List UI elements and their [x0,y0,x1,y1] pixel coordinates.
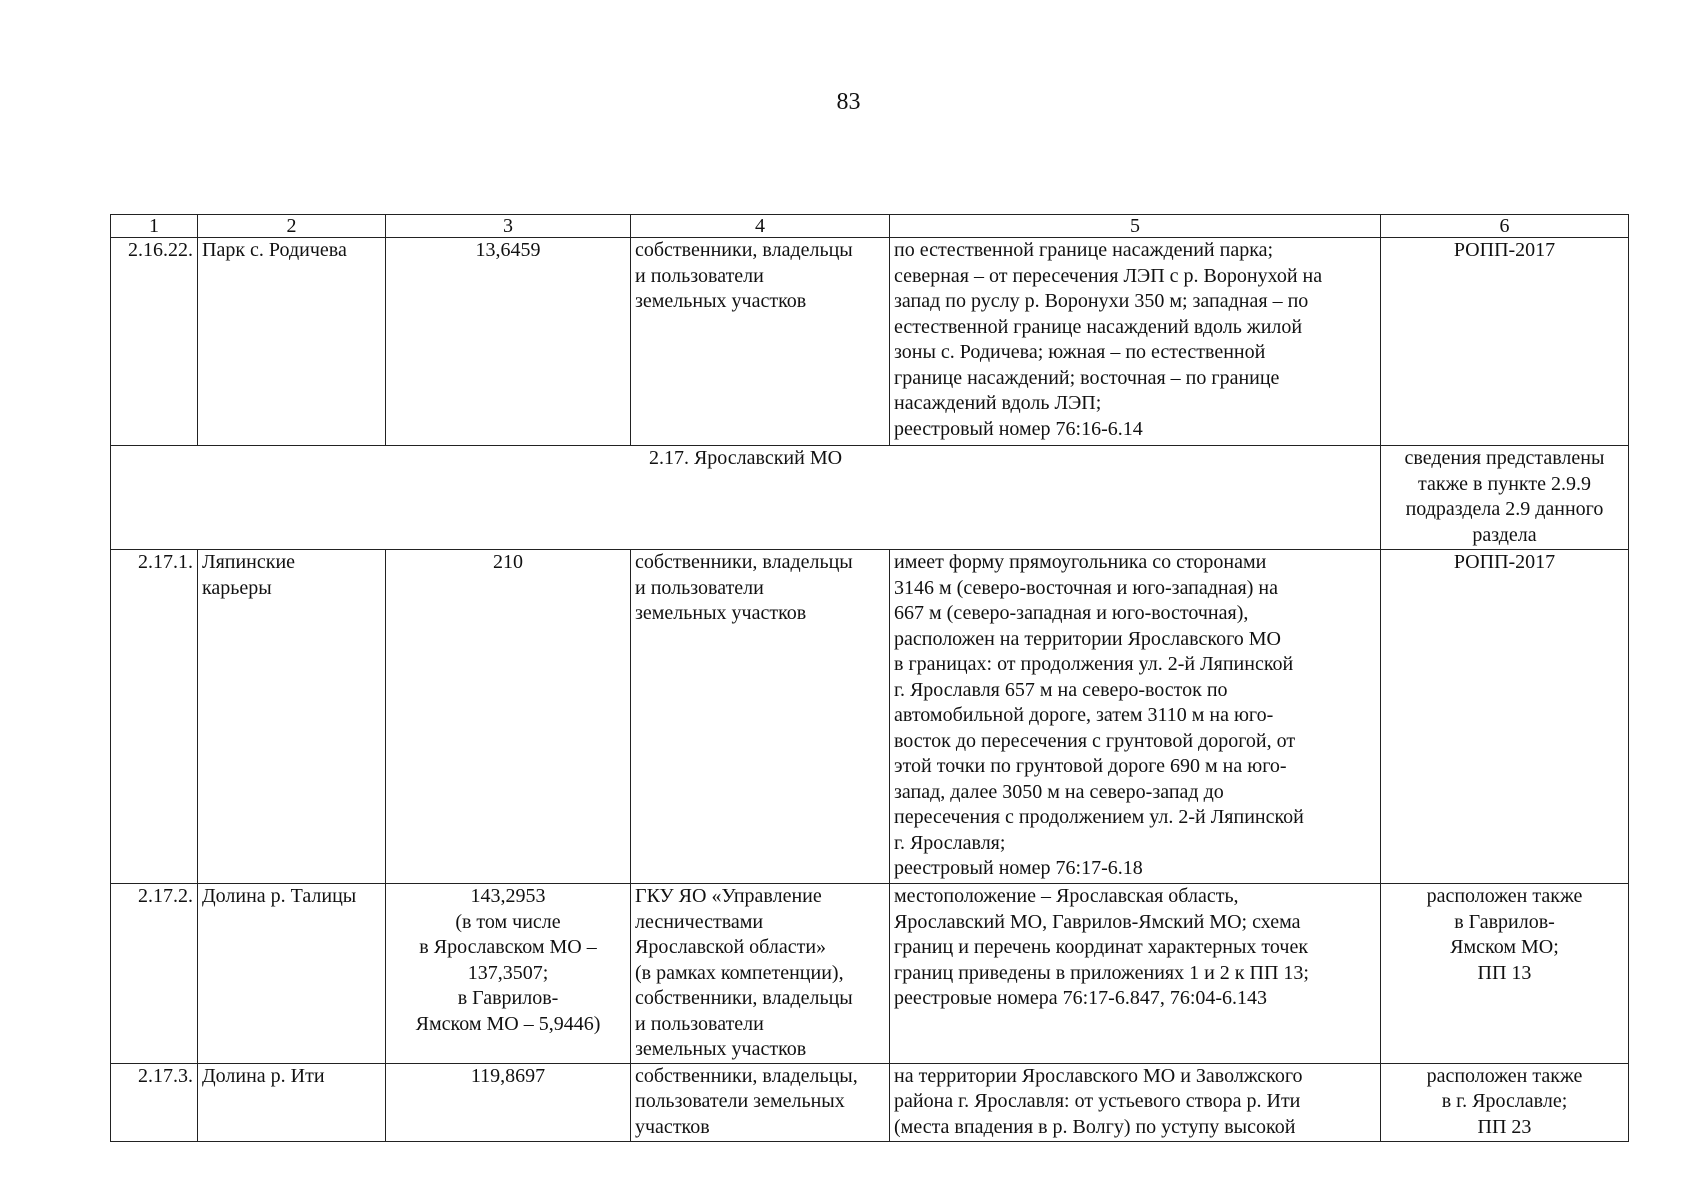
area-value-line: 13,6459 [475,239,541,261]
boundary-description-line: запад, далее 3050 м на северо-запад до [894,780,1224,803]
boundary-description-line: естественной границе насаждений вдоль жилой [894,315,1303,338]
boundary-description-line: (места впадения в р. Волгу) по уступу высокой [894,1115,1296,1138]
section-note-line: раздела [1472,523,1537,546]
row-number: 2.17.3. [111,1063,198,1141]
owners [631,550,890,884]
owners-line: ГКУ ЯО «Управление [635,885,822,907]
owners-line: (в рамках компетенции), [635,961,844,984]
table-row [111,238,1629,446]
boundary-description-line: 667 м (северо-западная и юго-восточная), [894,602,1249,624]
owners-line: собственники, владельцы [635,551,853,573]
row-number: 2.17.2. [111,884,198,1064]
boundary-description-line: автомобильной дороге, затем 3110 м на юго- [894,704,1274,726]
boundary-description [890,1063,1381,1141]
boundary-description-line: в границах: от продолжения ул. 2-й Ляпинской [894,653,1294,675]
object-name [198,238,386,446]
note [1381,550,1629,884]
table-row [111,550,1629,884]
owners-line: и пользователи [635,1012,764,1035]
area-value [386,1063,631,1141]
object-name-line: Долина р. Талицы [202,885,357,907]
boundary-description-line: Ярославский МО, Гаврилов-Ямский МО; схема [894,910,1301,933]
owners-line: Ярославской области» [635,936,827,958]
boundary-description-line: пересечения с продолжением ул. 2-й Ляпинской [894,806,1304,828]
table-row [111,884,1629,1064]
note-line: ПП 13 [1477,961,1532,984]
owners-line: земельных участков [635,290,807,312]
boundary-description-line: г. Ярославля; [894,831,1006,854]
section-note-line: сведения представлены [1404,447,1605,469]
object-name-line: Долина р. Ити [202,1064,325,1087]
area-value-line: 143,2953 [470,885,546,907]
owners-line: участков [635,1115,710,1138]
row-number: 2.17.1. [111,550,198,884]
owners-line: собственники, владельцы [635,987,853,1009]
boundary-description-line: местоположение – Ярославская область, [894,885,1239,907]
section-note-line: подраздела 2.9 данного [1405,498,1604,520]
area-value [386,550,631,884]
note-line: Ямском МО; [1450,936,1559,958]
object-name [198,550,386,884]
table-row [111,1063,1629,1141]
note-line: РОПП-2017 [1453,551,1556,573]
boundary-description-line: восток до пересечения с грунтовой дорогой, от [894,729,1296,752]
boundary-description-line: границе насаждений; восточная – по границе [894,366,1280,389]
note-line: расположен также [1426,885,1583,907]
note [1381,1063,1629,1141]
boundary-description-line: реестровые номера 76:17-6.847, 76:04-6.143 [894,987,1268,1009]
note [1381,884,1629,1064]
column-number: 2 [198,215,386,238]
boundary-description-line: района г. Ярославля: от устьевого створа р. Ити [894,1090,1301,1112]
area-value-line: в Гаврилов- [457,987,559,1009]
row-number: 2.16.22. [111,238,198,446]
area-value-line: 137,3507; [467,961,549,984]
boundary-description [890,884,1381,1064]
note-line: РОПП-2017 [1453,239,1556,261]
object-name-line: Парк с. Родичева [202,239,347,261]
owners [631,1063,890,1141]
area-value [386,238,631,446]
note-line: расположен также [1426,1064,1583,1087]
boundary-description-line: насаждений вдоль ЛЭП; [894,392,1102,414]
object-name-line: карьеры [202,576,272,599]
boundary-description-line: по естественной границе насаждений парка; [894,239,1274,261]
note-line: в г. Ярославле; [1441,1090,1568,1112]
boundary-description-line: зоны с. Родичева; южная – по естественной [894,341,1266,363]
section-title: 2.17. Ярославский МО [111,446,1381,550]
boundary-description-line: границ приведены в приложениях 1 и 2 к ПП 13; [894,961,1309,984]
boundary-description [890,550,1381,884]
boundary-description-line: северная – от пересечения ЛЭП с р. Воронухой на [894,264,1323,287]
section-note [1381,446,1629,550]
area-value [386,884,631,1064]
section-note-line: также в пункте 2.9.9 [1418,472,1591,495]
object-name-line: Ляпинские [202,551,296,573]
area-value-line: (в том числе [455,910,561,933]
owners-line: собственники, владельцы, [635,1064,858,1087]
area-value-line: 119,8697 [470,1064,546,1087]
section-row [111,446,1629,550]
object-name [198,884,386,1064]
register-table [110,214,1629,1142]
owners-line: земельных участков [635,602,807,624]
area-value-line: в Ярославском МО – [419,936,597,958]
owners [631,238,890,446]
boundary-description-line: 3146 м (северо-восточная и юго-западная) на [894,576,1278,599]
owners-line: собственники, владельцы [635,239,853,261]
page-number: 83 [836,89,861,115]
owners-line: и пользователи [635,264,764,287]
column-number: 6 [1381,215,1629,238]
object-name [198,1063,386,1141]
boundary-description [890,238,1381,446]
note-line: в Гаврилов- [1454,910,1555,933]
owners-line: земельных участков [635,1038,807,1060]
owners-line: пользователи земельных [635,1090,845,1112]
area-value-line: Ямском МО – 5,9446) [415,1012,601,1035]
column-number: 3 [386,215,631,238]
column-number: 4 [631,215,890,238]
column-number-row [111,215,1629,238]
boundary-description-line: г. Ярославля 657 м на северо-восток по [894,678,1228,701]
column-number: 5 [890,215,1381,238]
column-number: 1 [111,215,198,238]
boundary-description-line: расположен на территории Ярославского МО [894,627,1282,650]
note-line: ПП 23 [1477,1115,1532,1138]
owners-line: и пользователи [635,576,764,599]
boundary-description-line: этой точки по грунтовой дороге 690 м на юго- [894,755,1287,777]
boundary-description-line: реестровый номер 76:17-6.18 [894,857,1143,879]
boundary-description-line: на территории Ярославского МО и Заволжского [894,1064,1303,1087]
boundary-description-line: запад по руслу р. Воронухи 350 м; западная – по [894,290,1309,312]
area-value-line: 210 [493,551,523,573]
owners [631,884,890,1064]
boundary-description-line: имеет форму прямоугольника со сторонами [894,551,1267,573]
note [1381,238,1629,446]
boundary-description-line: реестровый номер 76:16-6.14 [894,417,1143,440]
boundary-description-line: границ и перечень координат характерных точек [894,936,1309,958]
owners-line: лесничествами [635,910,764,933]
